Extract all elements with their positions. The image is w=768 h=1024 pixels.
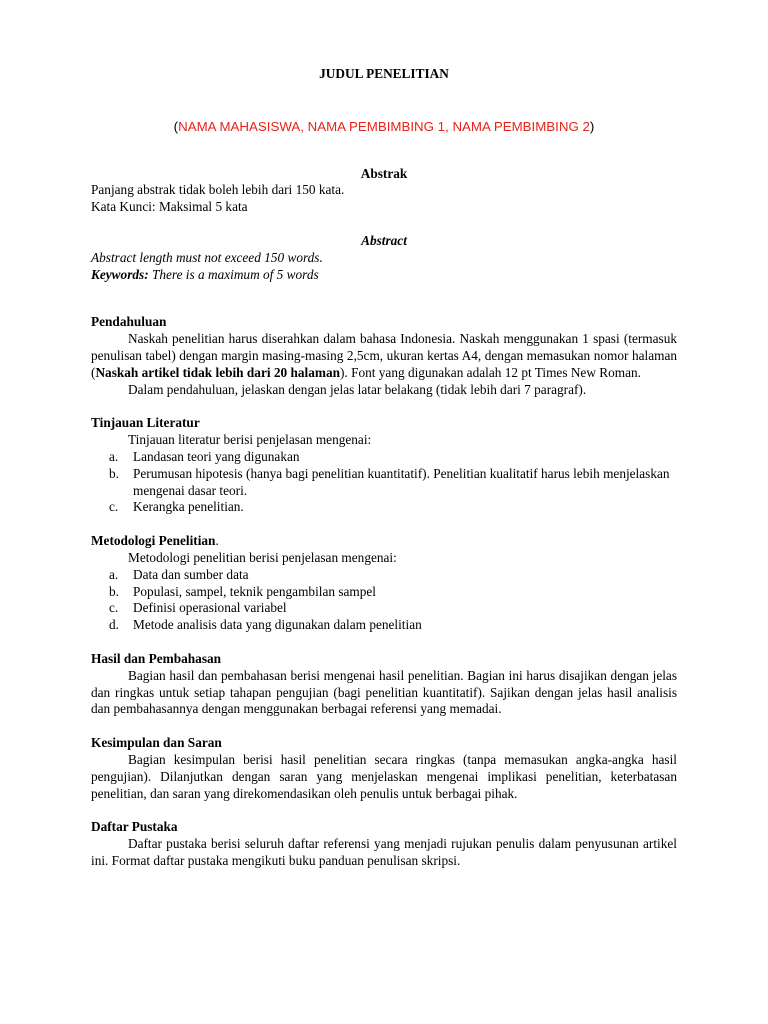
abstrak-keywords: Kata Kunci: Maksimal 5 kata [91, 199, 248, 215]
paragraph: Daftar pustaka berisi seluruh daftar referensi yang menjadi rujukan penulis dalam penyusunan artikel ini. Format daftar pustaka mengikuti buku panduan penulisan skripsi. [91, 836, 677, 868]
paragraph: Bagian kesimpulan berisi hasil penelitian secara ringkas (tanpa memasukan angka-angka hasil pengujian). Dilanjutkan dengan saran yang menjelaskan mengenai implikasi penelitian, keterbatasan penelitian, dan saran yang direkomendasikan oleh penulis untuk berbagai pihak. [91, 751, 677, 801]
abstract-keywords-text: There is a maximum of 5 words [148, 266, 319, 282]
section-heading-tail: . [215, 533, 219, 549]
section-heading: Pendahuluan [91, 314, 167, 330]
abstrak-line: Panjang abstrak tidak boleh lebih dari 150 kata. [91, 182, 345, 198]
section-heading-line [91, 533, 677, 550]
paragraph: Metodologi penelitian berisi penjelasan mengenai: [128, 549, 397, 565]
section-kesimpulan-saran [91, 735, 677, 802]
list-item-text: Data dan sumber data [133, 566, 249, 582]
author-close-paren: ) [589, 118, 595, 134]
list-marker: b. [109, 465, 119, 481]
list-item [91, 449, 677, 466]
list-marker: a. [109, 566, 119, 582]
section-daftar-pustaka [91, 819, 677, 869]
abstract-keywords-label: Keywords: [91, 266, 149, 282]
author-line [91, 119, 677, 136]
paragraph [91, 331, 677, 381]
section-metodologi [91, 533, 677, 634]
section-heading: Tinjauan Literatur [91, 415, 200, 431]
abstract-keywords [91, 267, 677, 284]
author-names: NAMA MAHASISWA, NAMA PEMBIMBING 1, NAMA PEMBIMBING 2 [178, 118, 590, 134]
section-heading: Daftar Pustaka [91, 819, 178, 835]
ordered-list [91, 567, 677, 634]
list-item [91, 499, 677, 516]
list-item-text: Populasi, sampel, teknik pengambilan sampel [133, 583, 376, 599]
list-item-text: Definisi operasional variabel [133, 600, 287, 616]
list-marker: d. [109, 617, 119, 633]
list-item [91, 600, 677, 617]
list-item [91, 466, 677, 500]
ordered-list [91, 449, 677, 516]
list-marker: a. [109, 448, 119, 464]
abstract-line: Abstract length must not exceed 150 words. [91, 249, 323, 265]
list-item-text: Landasan teori yang digunakan [133, 448, 300, 464]
list-item-text: Kerangka penelitian. [133, 499, 244, 515]
section-tinjauan-literatur [91, 415, 677, 516]
section-pendahuluan [91, 314, 677, 398]
paragraph-text: ). Font yang digunakan adalah 12 pt Times New Roman. [340, 364, 641, 380]
section-heading: Kesimpulan dan Saran [91, 735, 222, 751]
paragraph: Dalam pendahuluan, jelaskan dengan jelas latar belakang (tidak lebih dari 7 paragraf). [128, 381, 587, 397]
document-title: JUDUL PENELITIAN [319, 66, 449, 81]
paragraph-text: Naskah penelitian harus diserahkan dalam bahasa Indonesia. Naskah menggunakan 1 spasi (termasuk penulisan tabel) dengan margin masing-masing 2,5cm, ukuran kertas A4, dengan memasukan nomor halaman ( [91, 331, 677, 380]
paragraph: Bagian hasil dan pembahasan berisi mengenai hasil penelitian. Bagian ini harus disajikan dengan jelas dan ringkas untuk setiap tahapan pengujian (bagi penelitian kuantitatif). Sajikan dengan jelas hasil analisis dan pembahasannya dengan menggunakan berbagai referensi yang memadai. [91, 667, 677, 717]
list-item [91, 617, 677, 634]
abstract-heading: Abstract [361, 232, 407, 248]
document-content [91, 66, 677, 870]
section-hasil-pembahasan [91, 651, 677, 718]
list-marker: c. [109, 600, 119, 616]
author-open-paren: ( [173, 118, 179, 134]
list-item [91, 584, 677, 601]
list-marker: c. [109, 499, 119, 515]
list-marker: b. [109, 583, 119, 599]
paragraph: Tinjauan literatur berisi penjelasan mengenai: [128, 432, 372, 448]
list-item-text: Perumusan hipotesis (hanya bagi penelitian kuantitatif). Penelitian kualitatif harus lebih menjelaskan mengenai dasar teori. [133, 465, 670, 498]
list-item [91, 567, 677, 584]
abstrak-heading: Abstrak [360, 165, 408, 181]
section-heading: Hasil dan Pembahasan [91, 650, 222, 666]
list-item-text: Metode analisis data yang digunakan dalam penelitian [133, 617, 422, 633]
paragraph-bold-text: Naskah artikel tidak lebih dari 20 halaman [95, 364, 340, 380]
section-heading: Metodologi Penelitian [91, 533, 216, 549]
